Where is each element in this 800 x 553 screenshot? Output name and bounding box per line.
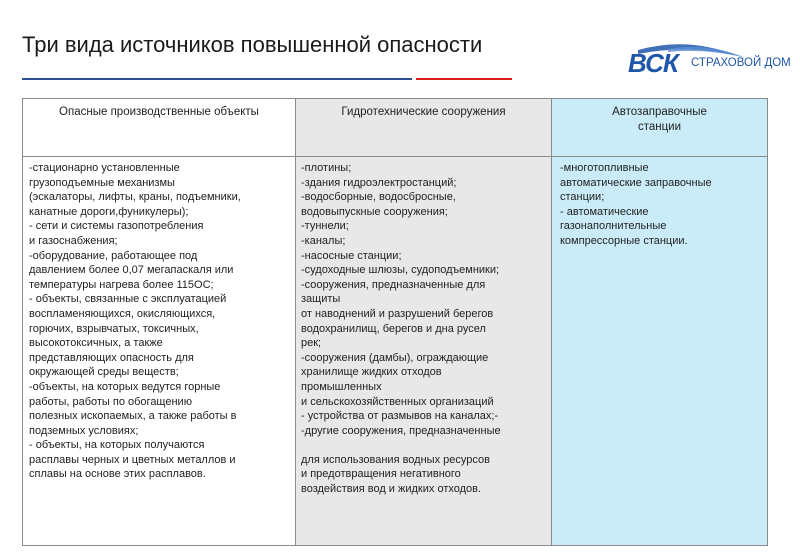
- page-title: Три вида источников повышенной опасности: [22, 32, 483, 57]
- header-label-production: Опасные производственные объекты: [59, 106, 259, 118]
- cell-production: [23, 157, 296, 546]
- header-cell-fuel-stations: [552, 99, 768, 157]
- cell-fuel-stations: [552, 157, 768, 546]
- vsk-logo: [628, 40, 791, 78]
- text-fuel-stations: -многотопливные автоматические заправочные станции; - автоматические газонаполнительные компрессорные станции.: [560, 162, 712, 247]
- table-header-row: [23, 99, 768, 157]
- cell-hydro: [296, 157, 552, 546]
- logo-mark: ВСК: [628, 48, 678, 78]
- text-production: -стационарно установленные грузоподъемные механизмы (эскалаторы, лифты, краны, подъемники, канатные дороги,фуникулеры); - сети и системы газопотребления и газоснабжения; -оборудование, работающее под давлением более 0,07 мегапаскаля или температуры нагрева более 115ОС; - объекты, связанные с эксплуатацией воспламеняющихся, окисляющихся, горючих, взрывчатых, токсичных, высокотоксичных, а также представляющих опасность для окружающей среды веществ; -объекты, на которых ведутся горные работы, работы по обогащению полезных ископаемых, а также работы в подземных условиях; - объекты, на которых получаются расплавы черных и цветных металлов и сплавы на основе этих расплавов.: [29, 162, 241, 481]
- header-label-hydro: Гидротехнические сооружения: [341, 106, 506, 118]
- header-label-fuel-stations: Автозаправочные станции: [612, 106, 707, 133]
- table-body-row: [23, 157, 768, 546]
- header-cell-production: [23, 99, 296, 157]
- text-hydro: -плотины; -здания гидроэлектростанций; -водосборные, водосбросные, водовыпускные сооружения; -туннели; -каналы; -насосные станции; -судоходные шлюзы, судоподъемники; -сооружения, предназначенные для защиты от наводнений и разрушений берегов водохранилищ, берегов и дна русел рек; -сооружения (дамбы), ограждающие хранилище жидких отходов промышленных и сельскохозяйственных организаций - устройства от размывов на каналах;- -другие сооружения, предназначенные для использования водных ресурсов и предотвращения негативного воздействия вод и жидких отходов.: [301, 162, 501, 496]
- title-underline-blue: [22, 78, 412, 80]
- header-cell-hydro: [296, 99, 552, 157]
- logo-text: СТРАХОВОЙ ДОМ: [691, 57, 791, 69]
- hazard-sources-table: [22, 98, 768, 546]
- title-underline-red: [416, 78, 512, 80]
